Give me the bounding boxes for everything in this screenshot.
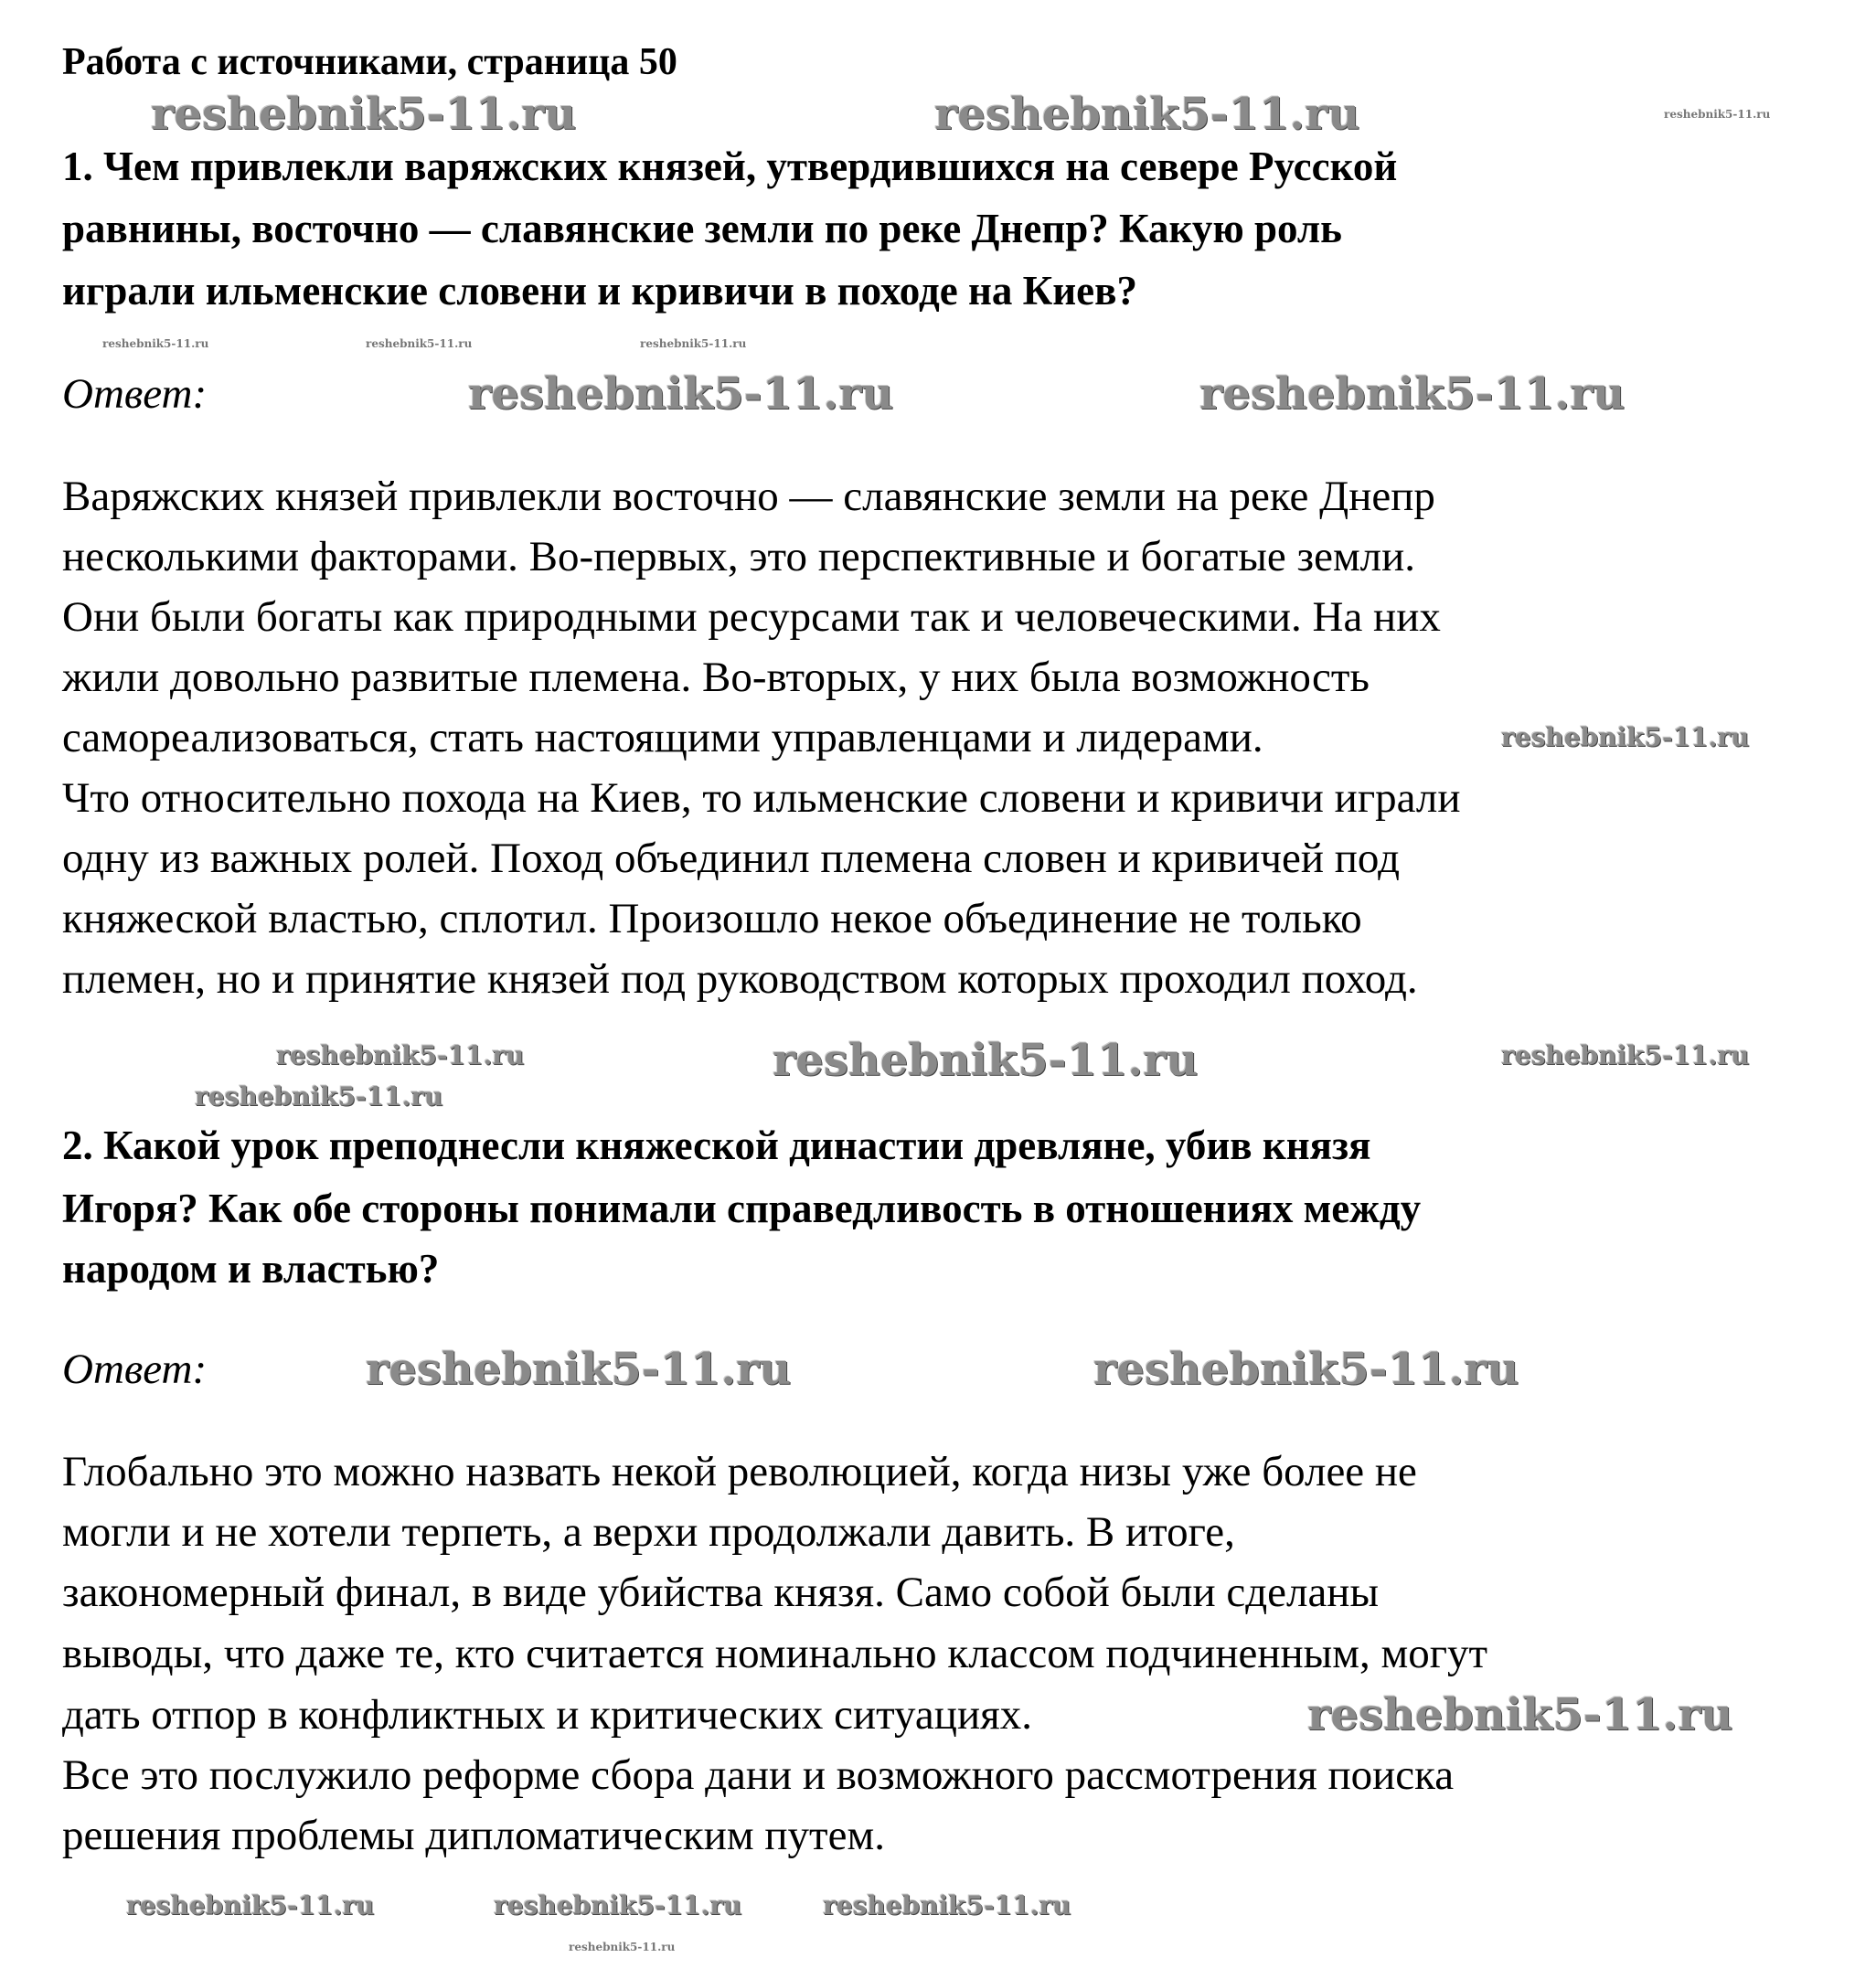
watermark: reshebnik5-11.ru — [494, 1890, 742, 1920]
watermark: reshebnik5-11.ru — [1501, 722, 1750, 752]
question-2-line: 2. Какой урок преподнесли княжеской династии древляне, убив князя — [62, 1122, 1371, 1169]
answer-line: Глобально это можно назвать некой революцией, когда низы уже более не — [62, 1447, 1417, 1495]
answer-line: выводы, что даже те, кто считается номинально классом подчиненным, могут — [62, 1629, 1488, 1677]
answer-line: Все это послужило реформе сбора дани и возможного рассмотрения поиска — [62, 1750, 1455, 1799]
answer-line: самореализоваться, стать настоящими управленцами и лидерами. — [62, 713, 1263, 761]
watermark: reshebnik5-11.ru — [934, 89, 1360, 140]
question-2-line: Игоря? Как обе стороны понимали справедливость в отношениях между — [62, 1186, 1422, 1232]
answer-line: несколькими факторами. Во-первых, это перспективные и богатые земли. — [62, 532, 1416, 580]
watermark: reshebnik5-11.ru — [640, 337, 747, 350]
answer-line: решения проблемы дипломатическим путем. — [62, 1811, 885, 1859]
answer-line: Что относительно похода на Киев, то ильменские словени и кривичи играли — [62, 773, 1461, 822]
watermark: reshebnik5-11.ru — [1501, 1040, 1750, 1070]
answer-line: княжеской властью, сплотил. Произошло некое объединение не только — [62, 894, 1362, 942]
question-1-line: играли ильменские словени и кривичи в походе на Киев? — [62, 268, 1137, 314]
watermark: reshebnik5-11.ru — [151, 89, 577, 140]
watermark: reshebnik5-11.ru — [1664, 108, 1771, 121]
answer-line: дать отпор в конфликтных и критических ситуациях. — [62, 1690, 1032, 1739]
answer-line: могли и не хотели терпеть, а верхи продолжали давить. В итоге, — [62, 1507, 1235, 1556]
watermark: reshebnik5-11.ru — [1199, 368, 1626, 420]
question-1-line: равнины, восточно — славянские земли по реке Днепр? Какую роль — [62, 206, 1342, 252]
watermark: reshebnik5-11.ru — [569, 1941, 676, 1953]
watermark: reshebnik5-11.ru — [773, 1035, 1199, 1086]
answer-line: племен, но и принятие князей под руководством которых проходил поход. — [62, 954, 1418, 1003]
page-title: Работа с источниками, страница 50 — [62, 40, 677, 83]
answer-line: Они были богаты как природными ресурсами так и человеческими. На них — [62, 592, 1441, 641]
watermark: reshebnik5-11.ru — [102, 337, 209, 350]
watermark: reshebnik5-11.ru — [195, 1081, 443, 1112]
question-1-line: 1. Чем привлекли варяжских князей, утвердившихся на севере Русской — [62, 144, 1398, 190]
watermark: reshebnik5-11.ru — [1093, 1344, 1519, 1395]
answer-1-label: Ответ: — [62, 369, 208, 418]
answer-line: закономерный финал, в виде убийства князя. Само собой были сделаны — [62, 1568, 1380, 1616]
watermark: reshebnik5-11.ru — [468, 368, 894, 420]
answer-line: одну из важных ролей. Поход объединил племена словен и кривичей под — [62, 834, 1400, 882]
answer-2-label: Ответ: — [62, 1345, 208, 1393]
answer-line: жили довольно развитые племена. Во-вторых, у них была возможность — [62, 653, 1370, 701]
watermark: reshebnik5-11.ru — [126, 1890, 375, 1920]
question-2-line: народом и властью? — [62, 1246, 440, 1293]
watermark: reshebnik5-11.ru — [366, 1344, 792, 1395]
watermark: reshebnik5-11.ru — [823, 1890, 1071, 1920]
watermark: reshebnik5-11.ru — [276, 1040, 525, 1070]
answer-line: Варяжских князей привлекли восточно — славянские земли на реке Днепр — [62, 472, 1435, 520]
watermark: reshebnik5-11.ru — [1307, 1689, 1733, 1740]
watermark: reshebnik5-11.ru — [366, 337, 473, 350]
